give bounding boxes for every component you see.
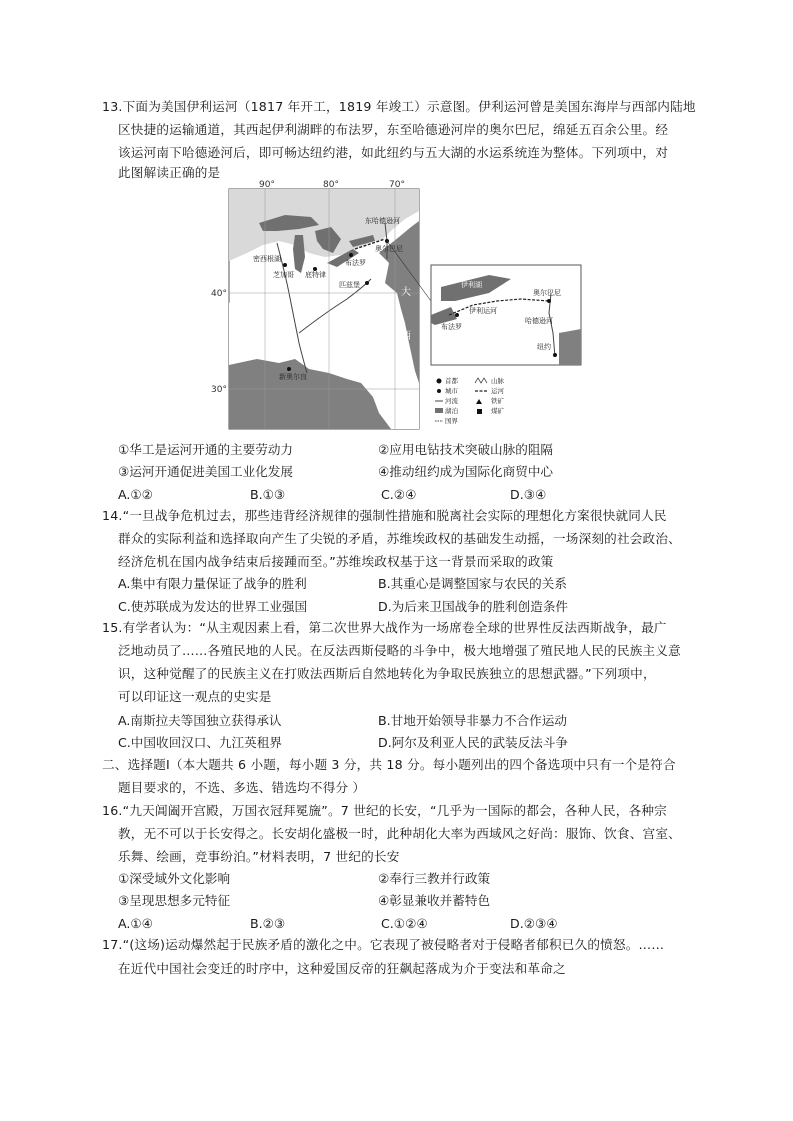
q17-line-1: 17.“(这场)运动爆然起于民族矛盾的激化之中。它表现了被侵略者对于侵略者郁积已久的愤怒。…… [102,937,665,952]
inset-label: 哈德逊河 [525,317,553,325]
city-dot [349,253,353,257]
city-dot [365,281,369,285]
q16-option-3: ③呈现思想多元特征 [118,893,231,908]
capital-icon [437,379,442,384]
q13-option-3: ③运河开通促进美国工业化发展 [118,464,294,479]
lon-tick-90: 90° [259,180,275,190]
q14-line-3: 经济危机在国内战争结束后接踵而至。”苏维埃政权基于这一背景而采取的政策 [118,554,554,569]
q15-line-2: 泛地动员了……各殖民地的人民。在反法西斯侵略的斗争中，极大地增强了殖民地人民的民族主义意 [118,643,681,658]
q16-choice-a[interactable]: A.①④ [118,916,153,931]
section-2-heading: 二、选择题Ⅰ（本大题共 6 小题，每小题 3 分，共 18 分。每小题列出的四个备选项中只有一个是符合 [102,757,676,772]
place-label: 底特律 [305,271,326,279]
q14-choice-c[interactable]: C.使苏联成为发达的世界工业强国 [118,599,308,614]
q16-option-4: ④彰显兼收并蓄特色 [378,893,491,908]
q14-choice-a[interactable]: A.集中有限力量保证了战争的胜利 [118,576,307,591]
inset-label: 伊利湖 [461,281,482,289]
inset-sea [559,329,581,365]
lat-tick-40: 40° [211,289,227,299]
place-label: 奥尔巴尼 [375,245,403,253]
city-dot [283,263,287,267]
q16-option-1: ①深受域外文化影响 [118,871,231,886]
q16-choice-d[interactable]: D.②③④ [510,916,558,931]
q15-line-3: 识，这种觉醒了的民族主义在打败法西斯后自然地转化为争取民族独立的思想武器。”下列项中， [118,666,656,681]
inset-map [431,265,581,365]
q13-line-3: 该运河南下哈德逊河后，即可畅达纽约港，如此纽约与五大湖的水运系统连为整体。下列项中，对 [118,145,669,160]
place-label: 洋 [401,371,411,382]
place-label: 密西根湖 [253,255,281,263]
q13-option-2: ②应用电钻技术突破山脉的阻隔 [378,442,554,457]
q16-choice-b[interactable]: B.②③ [250,916,286,931]
place-label: 大 [401,287,411,298]
inset-city-dot [455,313,459,317]
q15-line-1: 15.有学者认为：“从主观因素上看，第二次世界大战作为一场席卷全球的世界性反法西斯战争，最广 [102,620,667,635]
place-label: 新奥尔良 [279,373,307,381]
q15-line-4: 可以印证这一观点的史实是 [118,689,272,704]
mountain-icon [475,378,487,383]
q14-choice-d[interactable]: D.为后来卫国战争的胜利创造条件 [378,599,569,614]
q13-choice-c[interactable]: C.②④ [381,487,417,502]
section-2-heading-cont: 题目要求的，不选、多选、错选均不得分 ） [118,780,366,795]
legend-item: 国界 [445,417,458,425]
map-legend [435,376,505,425]
lon-tick-70: 70° [389,180,405,190]
legend-item: 山脉 [491,377,504,385]
place-label: 布法罗 [345,259,366,267]
q13-line-4: 此图解读正确的是 [118,165,221,180]
q16-choice-c[interactable]: C.①②④ [381,916,428,931]
q16-line-2: 教，无不可以于长安得之。长安胡化盛极一时，此种胡化大率为西域风之好尚：服饰、饮食、宫室、 [118,826,681,841]
q15-choice-d[interactable]: D.阿尔及利亚人民的武装反法斗争 [378,735,569,750]
q13-choice-d[interactable]: D.③④ [510,487,547,502]
lat-tick-30: 30° [211,385,227,395]
q16-line-3: 乐舞、绘画，竞事纷泊。”材料表明，7 世纪的长安 [118,849,400,864]
q13-choice-a[interactable]: A.①② [118,487,153,502]
coal-mine-icon [477,409,482,414]
inset-label: 纽约 [537,343,551,351]
q14-line-1: 14.“一旦战争危机过去，那些违背经济规律的强制性措施和脱离社会实际的理想化方案很快就同人民 [102,508,667,523]
q13-line-2: 区快捷的运输通道，其西起伊利湖畔的布法罗，东至哈德逊河岸的奥尔巴尼，绵延五百余公里。经 [118,122,669,137]
q13-option-1: ①华工是运河开通的主要劳动力 [118,442,294,457]
legend-item: 湖泊 [445,407,458,415]
legend-item: 铁矿 [491,397,504,405]
q16-option-2: ②奉行三教并行政策 [378,871,491,886]
place-label: 芝加哥 [273,271,294,279]
lake-icon [435,408,443,413]
city-icon [437,389,441,393]
q15-choice-a[interactable]: A.南斯拉夫等国独立获得承认 [118,713,282,728]
legend-item: 城市 [445,387,458,395]
legend-item: 河流 [445,397,458,405]
inset-city-dot [547,299,551,303]
place-label: 西 [401,331,411,342]
q13-choice-b[interactable]: B.①③ [250,487,286,502]
inset-city-dot [553,353,557,357]
place-label: 东哈德逊河 [365,217,400,225]
q14-line-2: 群众的实际利益和选择取向产生了尖锐的矛盾，苏维埃政权的基础发生动摇，一场深刻的社会政治、 [118,531,681,546]
legend-item: 首都 [445,377,458,385]
inset-label: 布法罗 [441,323,462,331]
q17-line-2: 在近代中国社会变迁的时序中，这种爱国反帝的狂飙起落成为介于变法和革命之 [118,961,566,976]
erie-canal-map [211,180,584,435]
q15-choice-b[interactable]: B.甘地开始领导非暴力不合作运动 [378,713,567,728]
lon-tick-80: 80° [323,180,339,190]
inset-label: 伊利运河 [469,307,497,315]
legend-item: 煤矿 [491,407,504,415]
q15-choice-c[interactable]: C.中国收回汉口、九江英租界 [118,735,282,750]
q13-line-1: 13.下面为美国伊利运河（1817 年开工，1819 年竣工）示意图。伊利运河曾是美国东海岸与西部内陆地 [102,99,696,114]
q16-line-1: 16.“九天阊阖开宫殿，万国衣冠拜冕旒”。7 世纪的长安，“几乎为一国际的都会，各种人民，各种宗 [102,803,667,818]
inset-label: 奥尔巴尼 [533,289,561,297]
iron-mine-icon [476,399,482,404]
q13-option-4: ④推动纽约成为国际化商贸中心 [378,464,554,479]
place-label: 匹兹堡 [339,281,360,289]
q14-choice-b[interactable]: B.其重心是调整国家与农民的关系 [378,576,567,591]
legend-item: 运河 [491,387,504,395]
city-dot [287,367,291,371]
